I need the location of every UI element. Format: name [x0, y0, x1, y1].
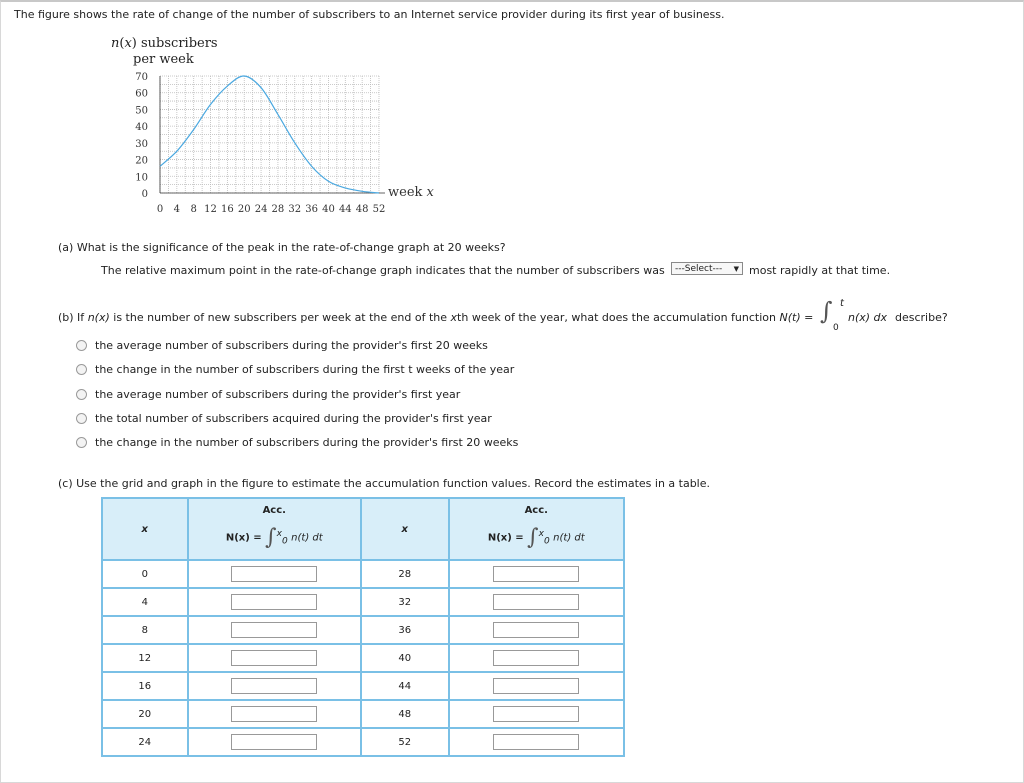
answer-input[interactable]	[493, 566, 579, 582]
y-tick-label: 50	[135, 105, 148, 117]
x-cell: 44	[361, 672, 449, 700]
x-cell: 36	[361, 616, 449, 644]
table-row	[102, 560, 624, 588]
table-row	[102, 644, 624, 672]
x-tick-label: 8	[190, 204, 197, 215]
answer-input[interactable]	[493, 734, 579, 750]
option-radio[interactable]	[76, 389, 87, 400]
table-row	[102, 588, 624, 616]
x-tick-label: 48	[355, 204, 369, 215]
answer-input[interactable]	[231, 650, 317, 666]
integral-upper: t	[840, 298, 844, 309]
x-tick-label: 24	[254, 204, 268, 215]
table-row	[102, 728, 624, 756]
header-x: x	[102, 498, 188, 560]
header-acc: Acc. N(x) = ∫$^x_0$ n(t) dt	[188, 498, 361, 560]
answer-input[interactable]	[493, 650, 579, 666]
x-cell: 40	[361, 644, 449, 672]
option-label: the average number of subscribers during the provider's first 20 weeks	[95, 339, 488, 352]
chart-grid	[160, 76, 385, 193]
part-b-end: describe?	[895, 311, 948, 324]
answer-input[interactable]	[493, 678, 579, 694]
answer-input[interactable]	[231, 622, 317, 638]
option-label: the change in the number of subscribers during the provider's first 20 weeks	[95, 436, 519, 449]
answer-input[interactable]	[493, 594, 579, 610]
chart-xlabel: week x	[388, 185, 434, 200]
y-tick-label: 70	[135, 72, 148, 83]
y-tick-label: 0	[141, 189, 148, 200]
chevron-down-icon: ▼	[733, 265, 739, 273]
option-label: the total number of subscribers acquired during the provider's first year	[95, 412, 492, 425]
x-cell: 4	[102, 588, 188, 616]
x-tick-label: 16	[221, 204, 234, 215]
table-row	[102, 700, 624, 728]
x-cell: 48	[361, 700, 449, 728]
x-cell: 20	[102, 700, 188, 728]
answer-input[interactable]	[493, 622, 579, 638]
header-acc: Acc. N(x) = ∫$^x_0$ n(t) dt	[449, 498, 624, 560]
answer-input[interactable]	[231, 706, 317, 722]
chart-ylabel-1: n(x) subscribers	[111, 36, 218, 51]
part-a-text: The relative maximum point in the rate-of-change graph indicates that the number of subscribers was	[101, 264, 665, 277]
x-cell: 16	[102, 672, 188, 700]
y-tick-label: 20	[135, 155, 148, 167]
y-tick-label: 40	[135, 122, 148, 134]
chart-ylabel-2: per week	[133, 52, 194, 67]
x-cell: 8	[102, 616, 188, 644]
x-tick-label: 12	[204, 204, 217, 215]
x-tick-label: 32	[288, 204, 302, 215]
part-b-question: (b) If n(x) is the number of new subscribers per week at the end of the xth week of the year, what does the accumulation function N(t) =	[58, 311, 814, 324]
part-a-after: most rapidly at that time.	[749, 264, 891, 277]
integral-sign: ∫	[820, 297, 833, 325]
x-cell: 12	[102, 644, 188, 672]
x-tick-label: 4	[173, 204, 181, 215]
option-label: the change in the number of subscribers during the first t weeks of the year	[95, 363, 515, 376]
select-value: ---Select---	[675, 264, 723, 274]
x-tick-label: 0	[156, 204, 164, 215]
x-tick-label: 40	[322, 204, 335, 215]
option-radio[interactable]	[76, 340, 87, 351]
x-tick-label: 20	[237, 204, 251, 215]
chart-y-ticks	[135, 72, 148, 200]
option-radio[interactable]	[76, 437, 87, 448]
x-cell: 32	[361, 588, 449, 616]
x-cell: 0	[102, 560, 188, 588]
x-cell: 28	[361, 560, 449, 588]
x-tick-label: 36	[305, 204, 318, 215]
y-tick-label: 60	[135, 88, 148, 100]
answer-input[interactable]	[231, 734, 317, 750]
x-cell: 24	[102, 728, 188, 756]
select-dropdown[interactable]	[671, 262, 743, 275]
integrand: n(x) dx	[848, 311, 888, 324]
x-tick-label: 52	[372, 204, 386, 215]
part-c-question: (c) Use the grid and graph in the figure to estimate the accumulation function values. Record the estimates in a table.	[58, 477, 711, 490]
accumulation-table	[101, 497, 625, 757]
table-row	[102, 616, 624, 644]
header-x: x	[361, 498, 449, 560]
option-radio[interactable]	[76, 364, 87, 375]
x-cell: 52	[361, 728, 449, 756]
table-row	[102, 672, 624, 700]
x-tick-label: 28	[271, 204, 285, 215]
answer-input[interactable]	[493, 706, 579, 722]
answer-input[interactable]	[231, 594, 317, 610]
chart-x-ticks	[157, 204, 386, 215]
option-label: the average number of subscribers during the provider's first year	[95, 388, 461, 401]
answer-input[interactable]	[231, 566, 317, 582]
x-tick-label: 44	[338, 204, 352, 215]
part-a-question: (a) What is the significance of the peak in the rate-of-change graph at 20 weeks?	[58, 241, 506, 254]
intro-text: The figure shows the rate of change of the number of subscribers to an Internet service provider during its first year of business.	[14, 8, 725, 21]
integral-lower: 0	[833, 323, 839, 333]
rate-of-change-chart	[130, 66, 434, 218]
option-radio[interactable]	[76, 413, 87, 424]
y-tick-label: 10	[135, 172, 148, 184]
y-tick-label: 30	[135, 138, 148, 150]
answer-input[interactable]	[231, 678, 317, 694]
